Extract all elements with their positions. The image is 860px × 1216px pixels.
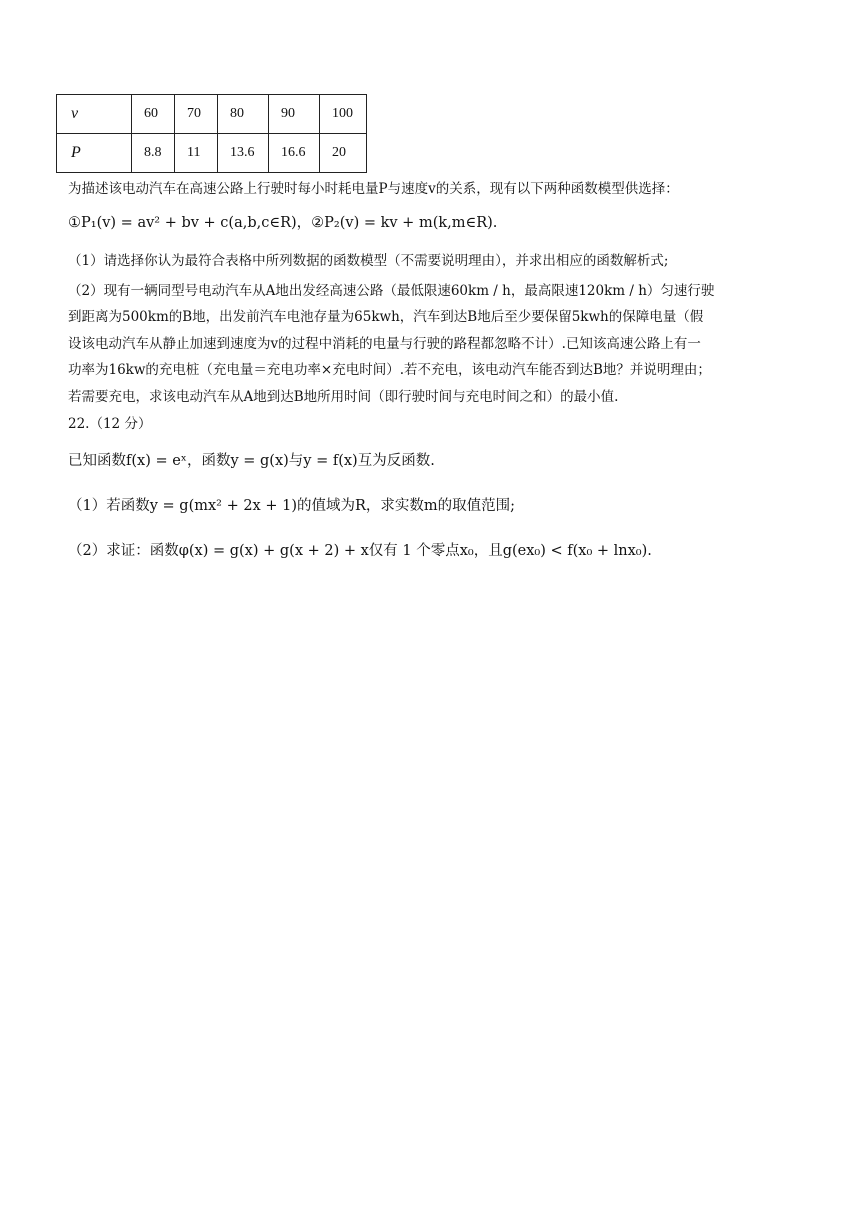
question-2-line-1: （2）现有一辆同型号电动汽车从A地出发经高速公路（最低限速60km / h，最高限速120km / h）匀速行驶 bbox=[68, 283, 715, 299]
v-cell-2: 70 bbox=[175, 95, 218, 134]
intro-text: 为描述该电动汽车在高速公路上行驶时每小时耗电量P与速度v的关系，现有以下两种函数模型供选择： bbox=[68, 181, 679, 197]
v-cell-3: 80 bbox=[218, 95, 269, 134]
speed-power-table bbox=[56, 94, 367, 173]
row-label-v: v bbox=[57, 95, 132, 134]
table-row-v bbox=[57, 95, 367, 134]
model-options: ①P₁(v) = av² + bv + c(a,b,c∈R)，②P₂(v) = kv + m(k,m∈R). bbox=[68, 215, 498, 231]
p-cell-3: 13.6 bbox=[218, 134, 269, 173]
p-cell-5: 20 bbox=[320, 134, 367, 173]
question-2-line-3: 设该电动汽车从静止加速到速度为v的过程中消耗的电量与行驶的路程都忽略不计）.已知该高速公路上有一 bbox=[68, 336, 701, 352]
question-2-line-2: 到距离为500km的B地，出发前汽车电池存量为65kwh，汽车到达B地后至少要保留5kwh的保障电量（假 bbox=[68, 309, 704, 325]
v-cell-5: 100 bbox=[320, 95, 367, 134]
p-cell-2: 11 bbox=[175, 134, 218, 173]
row-label-p: P bbox=[57, 134, 132, 173]
problem-22-stem: 已知函数f(x) = eˣ，函数y = g(x)与y = f(x)互为反函数. bbox=[68, 453, 435, 469]
table-row-p bbox=[57, 134, 367, 173]
p-cell-4: 16.6 bbox=[269, 134, 320, 173]
v-cell-4: 90 bbox=[269, 95, 320, 134]
problem-22-part-1: （1）若函数y = g(mx² + 2x + 1)的值域为R，求实数m的取值范围; bbox=[68, 498, 516, 514]
problem-22-part-2: （2）求证：函数φ(x) = g(x) + g(x + 2) + x仅有 1 个零点x₀，且g(ex₀) < f(x₀ + lnx₀). bbox=[68, 543, 652, 559]
question-1: （1）请选择你认为最符合表格中所列数据的函数模型（不需要说明理由），并求出相应的函数解析式; bbox=[68, 253, 669, 269]
v-cell-1: 60 bbox=[132, 95, 175, 134]
question-2-line-4: 功率为16kw的充电桩（充电量＝充电功率×充电时间）.若不充电，该电动汽车能否到达B地？并说明理由； bbox=[68, 362, 711, 378]
question-2-line-5: 若需要充电，求该电动汽车从A地到达B地所用时间（即行驶时间与充电时间之和）的最小值. bbox=[68, 389, 619, 405]
p-cell-1: 8.8 bbox=[132, 134, 175, 173]
problem-22-header: 22.（12 分） bbox=[68, 416, 152, 432]
